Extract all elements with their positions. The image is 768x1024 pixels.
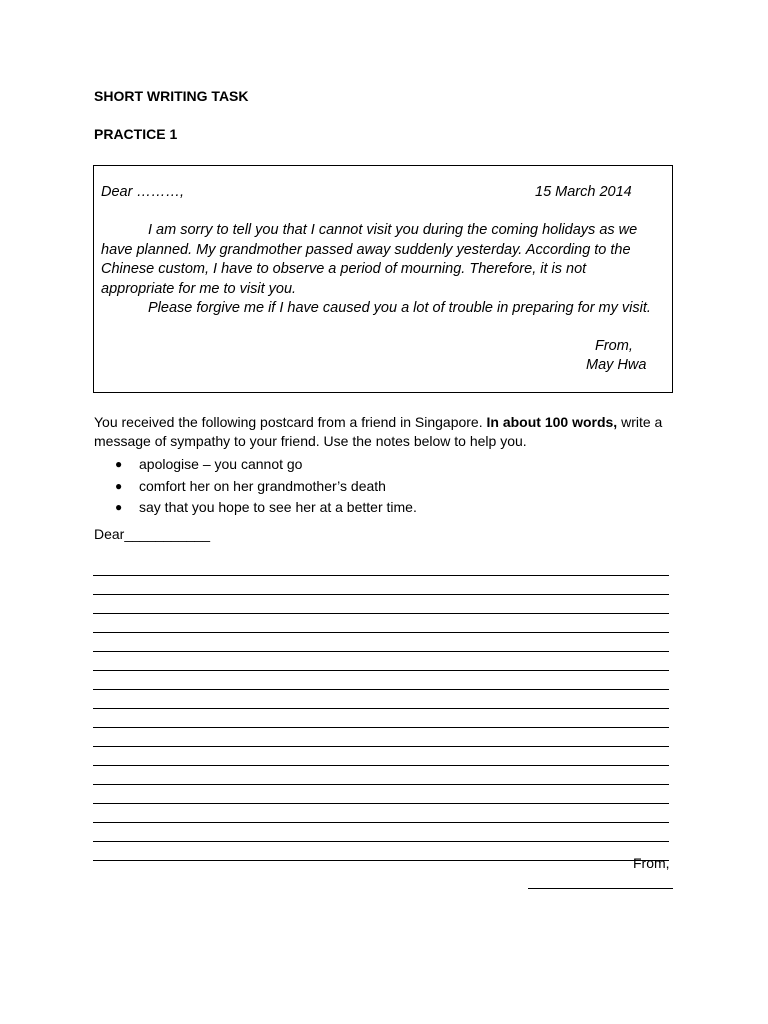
list-item — [94, 497, 417, 519]
instructions-emphasis: In about 100 words, — [486, 414, 618, 430]
note-text: say that you hope to see her at a better time. — [139, 499, 417, 515]
instructions-text-before: You received the following postcard from a friend in Singapore. — [94, 414, 487, 430]
writing-line[interactable] — [93, 690, 669, 709]
postcard-date: 15 March 2014 — [535, 184, 632, 200]
postcard-signer: May Hwa — [586, 357, 647, 373]
writing-line[interactable] — [93, 785, 669, 804]
note-text: comfort her on her grandmother’s death — [139, 477, 386, 494]
writing-line[interactable] — [93, 671, 669, 690]
writing-line[interactable] — [93, 633, 669, 652]
practice-title: PRACTICE 1 — [94, 126, 178, 142]
answer-writing-area[interactable] — [93, 557, 669, 861]
postcard-paragraph: I am sorry to tell you that I cannot visit you during the coming holidays as we have planned. My grandmother passed away suddenly yesterday. According to the Chinese custom, I have to observe a period of mourning. Therefore, it is not appropriate for me to visit you. — [101, 222, 638, 297]
postcard-closing: From, — [595, 338, 633, 354]
list-item — [94, 454, 417, 476]
writing-line[interactable] — [93, 766, 669, 785]
writing-line[interactable] — [93, 728, 669, 747]
writing-line[interactable] — [93, 614, 669, 633]
writing-line[interactable] — [93, 576, 669, 595]
postcard-box — [93, 165, 673, 393]
bullet-icon: ● — [115, 478, 123, 493]
answer-from-label: From, — [633, 855, 670, 871]
instructions-text-after: write a message of sympathy to your friend. Use the notes below to help you. — [94, 414, 663, 449]
note-text: apologise – you cannot go — [139, 456, 303, 472]
postcard-greeting: Dear ………, — [101, 184, 184, 200]
signature-line[interactable] — [528, 888, 673, 889]
writing-line[interactable] — [93, 823, 669, 842]
writing-line[interactable] — [93, 709, 669, 728]
writing-line[interactable] — [93, 652, 669, 671]
writing-line[interactable] — [93, 595, 669, 614]
task-title: SHORT WRITING TASK — [94, 88, 249, 104]
writing-line[interactable] — [93, 747, 669, 766]
bullet-icon: ● — [115, 500, 123, 514]
bullet-icon: ● — [115, 457, 123, 471]
postcard-body — [101, 221, 661, 319]
task-instructions — [94, 413, 684, 451]
writing-line[interactable] — [93, 804, 669, 823]
notes-list — [94, 454, 417, 519]
writing-line[interactable] — [93, 557, 669, 576]
postcard-paragraph: Please forgive me if I have caused you a lot of trouble in preparing for my visit. — [148, 300, 651, 316]
answer-dear-label: Dear___________ — [94, 526, 210, 542]
writing-line[interactable] — [93, 842, 669, 861]
list-item — [94, 476, 417, 498]
